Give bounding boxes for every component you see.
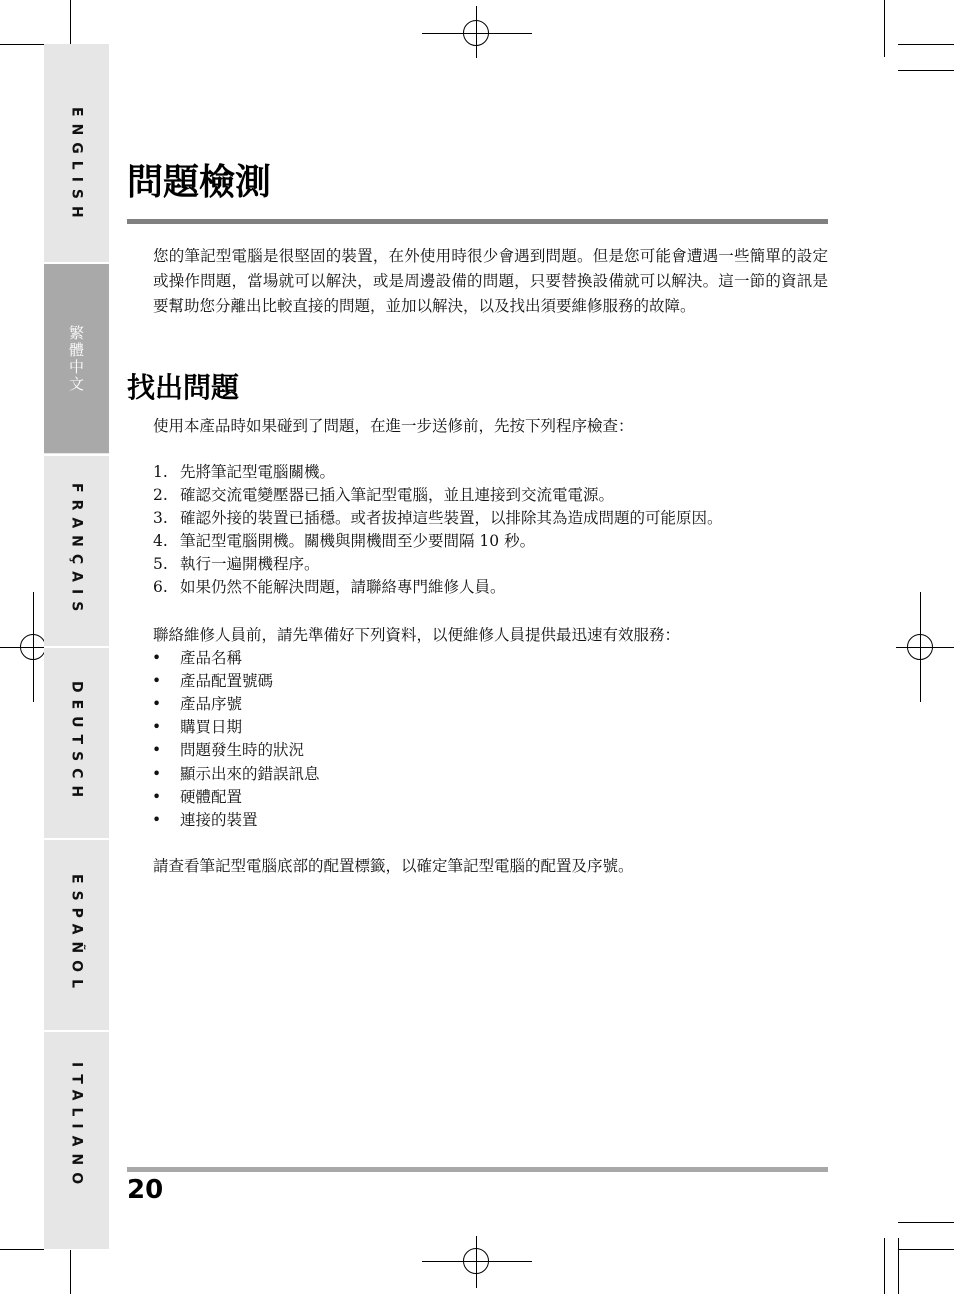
list-item: 產品配置號碼: [180, 672, 274, 690]
section-heading: 找出問題: [127, 371, 240, 404]
step-text: 確認外接的裝置已插穩。或者拔掉這些裝置，以排除其為造成問題的可能原因。: [180, 509, 723, 527]
registration-circle: [463, 1248, 489, 1274]
crop-mark: [884, 1238, 885, 1294]
bullet-icon: •: [152, 788, 162, 806]
step-number: 4.: [153, 532, 168, 550]
bullet-icon: •: [152, 765, 162, 783]
tab-divider: [44, 262, 109, 264]
step-number: 6.: [153, 578, 168, 596]
tab-label: 繁體中文: [67, 324, 85, 393]
crop-mark: [70, 1250, 71, 1294]
list-item: 連接的裝置: [180, 811, 258, 829]
bullet-icon: •: [152, 672, 162, 690]
crop-mark: [898, 44, 954, 45]
language-tab-french[interactable]: [44, 456, 109, 645]
list-item: 產品序號: [180, 695, 243, 713]
tab-label: ESPAÑOL: [68, 874, 85, 995]
closing-text: 請查看筆記型電腦底部的配置標籤，以確定筆記型電腦的配置及序號。: [153, 857, 634, 875]
lead-text: 使用本產品時如果碰到了問題，在進一步送修前，先按下列程序檢查：: [153, 417, 634, 435]
intro-paragraph: 您的筆記型電腦是很堅固的裝置，在外使用時很少會遇到問題。但是您可能會遭遇一些簡單的設定或操作問題，當場就可以解決，或是周邊設備的問題，只要替換設備就可以解決。這一節的資訊是要幫助您分離出比較直接的問題，並加以解決，以及找出須要維修服務的故障。: [153, 247, 828, 315]
step-number: 2.: [153, 486, 168, 504]
page-title: 問題檢測: [127, 162, 272, 203]
list-item: 產品名稱: [180, 649, 243, 667]
crop-mark: [898, 1238, 899, 1294]
step-number: 1.: [153, 463, 168, 481]
crop-mark: [0, 1249, 44, 1250]
registration-circle: [463, 20, 489, 46]
language-tab-german[interactable]: [44, 648, 109, 837]
tab-divider: [44, 454, 109, 456]
step-number: 5.: [153, 555, 168, 573]
list-item: 硬體配置: [180, 788, 243, 806]
step-number: 3.: [153, 509, 168, 527]
tab-label: ITALIANO: [68, 1061, 85, 1192]
page-number: 20: [127, 1175, 164, 1205]
bullet-icon: •: [152, 718, 162, 736]
crop-mark: [0, 44, 44, 45]
registration-circle: [20, 634, 46, 660]
list-item: 顯示出來的錯誤訊息: [180, 765, 320, 783]
list-item: 問題發生時的狀況: [180, 741, 305, 759]
language-tab-spanish[interactable]: [44, 840, 109, 1029]
title-rule: [127, 219, 828, 224]
tab-divider: [44, 838, 109, 840]
step-text: 確認交流電變壓器已插入筆記型電腦，並且連接到交流電電源。: [180, 486, 615, 504]
footer-rule: [127, 1167, 828, 1172]
tab-label: ENGLISH: [68, 107, 85, 225]
contact-lead: 聯絡維修人員前，請先準備好下列資料，以便維修人員提供最迅速有效服務：: [153, 626, 681, 644]
step-text: 筆記型電腦開機。關機與開機間至少要間隔 10 秒。: [180, 532, 536, 550]
language-tab-italian[interactable]: [44, 1032, 109, 1221]
bullet-icon: •: [152, 741, 162, 759]
step-text: 如果仍然不能解決問題，請聯絡專門維修人員。: [180, 578, 506, 596]
crop-mark: [70, 0, 71, 44]
tab-divider: [44, 1030, 109, 1032]
crop-mark: [898, 1222, 954, 1223]
tab-label: DEUTSCH: [68, 680, 85, 805]
step-text: 執行一遍開機程序。: [180, 555, 320, 573]
language-tab-chinese[interactable]: [44, 264, 109, 453]
crop-mark: [884, 0, 885, 57]
bullet-icon: •: [152, 695, 162, 713]
crop-mark: [898, 1249, 954, 1250]
bullet-icon: •: [152, 811, 162, 829]
tab-label: FRANÇAIS: [68, 482, 85, 619]
language-tab-english[interactable]: [44, 72, 109, 260]
crop-mark: [898, 70, 954, 71]
tab-divider: [44, 646, 109, 648]
step-text: 先將筆記型電腦關機。: [180, 463, 336, 481]
bullet-icon: •: [152, 649, 162, 667]
registration-circle: [907, 634, 933, 660]
list-item: 購買日期: [180, 718, 243, 736]
